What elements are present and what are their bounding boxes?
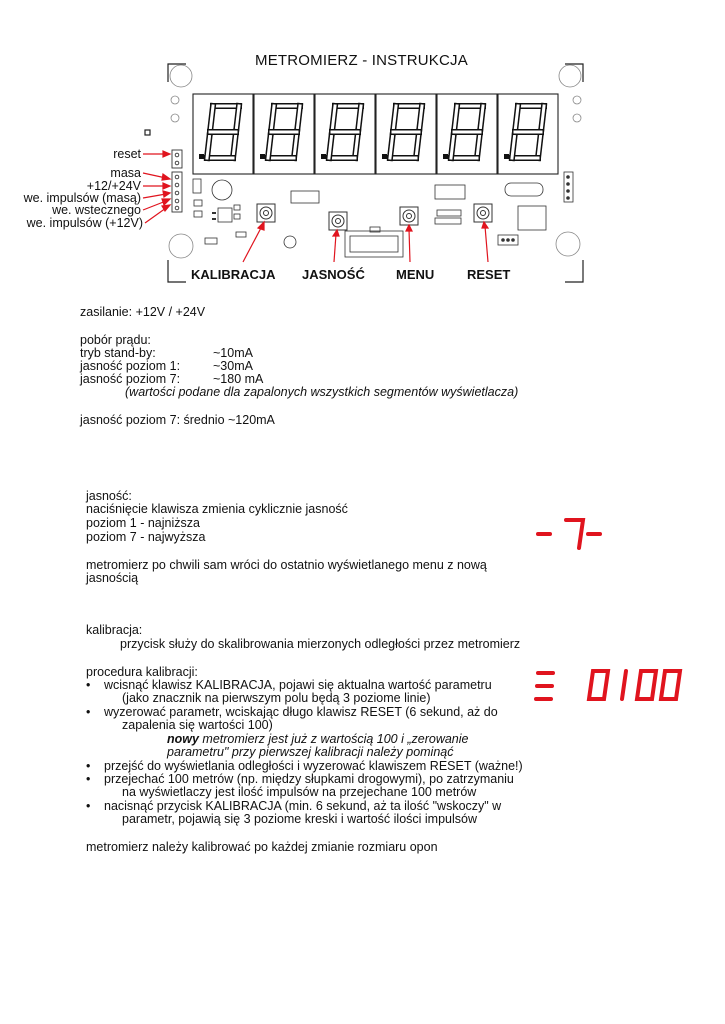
consumption-heading: pobór prądu: <box>80 333 151 347</box>
procedure-step-cont: na wyświetlaczy jest ilość impulsów na przejechane 100 metrów <box>122 785 477 799</box>
label-pulse-ground-pin: we. impulsów (masą) <box>23 191 141 205</box>
power-supply: zasilanie: +12V / +24V <box>80 305 206 319</box>
label-menu-button: MENU <box>396 267 435 282</box>
label-calibration-button: KALIBRACJA <box>191 267 276 282</box>
brightness-heading: jasność: <box>86 489 132 503</box>
bullet-icon: • <box>86 705 91 719</box>
brightness-return-line: metromierz po chwili sam wróci do ostatnio wyświetlanego menu z nową <box>86 558 487 572</box>
calibration-note-line2: parametru" przy pierwszej kalibracji należy pominąć <box>167 745 454 759</box>
calibration-display-example <box>536 671 680 699</box>
procedure-step: nacisnąć przycisk KALIBRACJA (min. 6 sekund, aż ta ilość "wskoczy" w <box>104 799 502 813</box>
bullet-icon: • <box>86 799 91 813</box>
consumption-row-label: jasność poziom 1: <box>80 359 181 373</box>
calibration-description: przycisk służy do skalibrowania mierzonych odległości przez metromierz <box>120 637 521 651</box>
average-consumption: jasność poziom 7: średnio ~120mA <box>80 413 275 427</box>
pcb-board-diagram <box>0 0 725 300</box>
page-title: METROMIERZ - INSTRUKCJA <box>255 52 468 69</box>
calibration-final-note: metromierz należy kalibrować po każdej zmianie rozmiaru opon <box>86 840 438 854</box>
bullet-icon: • <box>86 759 91 773</box>
label-reset-button: RESET <box>467 267 511 282</box>
procedure-step-cont: (jako znacznik na pierwszym polu będą 3 poziome linie) <box>122 691 431 705</box>
display-digit-module <box>437 94 497 174</box>
consumption-row-value: ~30mA <box>213 359 253 373</box>
brightness-display-example <box>538 520 600 548</box>
label-pulse-12v-pin: we. impulsów (+12V) <box>26 216 143 230</box>
procedure-step: wcisnąć klawisz KALIBRACJA, pojawi się aktualna wartość parametru <box>104 678 492 692</box>
brightness-line: poziom 7 - najwyższa <box>86 530 206 544</box>
label-reset-pin: reset <box>113 147 141 161</box>
label-power-pin: +12/+24V <box>86 179 141 193</box>
label-reverse-pin: we. wstecznego <box>52 203 141 217</box>
consumption-row-value: ~10mA <box>213 346 253 360</box>
procedure-step-cont: parametr, pojawią się 3 poziome kreski i wartość ilości impulsów <box>122 812 477 826</box>
note-rest: metromierz jest już z wartością 100 i „zerowanie <box>198 732 469 746</box>
display-digit-module <box>254 94 314 174</box>
procedure-step: przejechać 100 metrów (np. między słupkami drogowymi), po zatrzymaniu <box>104 772 514 786</box>
consumption-row-label: tryb stand-by: <box>80 346 156 360</box>
display-digit-module <box>376 94 436 174</box>
brightness-line: naciśnięcie klawisza zmienia cyklicznie jasność <box>86 502 348 516</box>
note-bold-word: nowy <box>167 732 199 746</box>
brightness-return-line: jasnością <box>86 571 139 585</box>
brightness-line: poziom 1 - najniższa <box>86 516 200 530</box>
procedure-step: przejść do wyświetlania odległości i wyzerować klawiszem RESET (ważne!) <box>104 759 523 773</box>
procedure-step-cont: zapalenia się wartości 100) <box>122 718 273 732</box>
display-digit-module <box>193 94 253 174</box>
display-digit-module <box>498 94 558 174</box>
bullet-icon: • <box>86 772 91 786</box>
calibration-note-line1 <box>167 732 469 746</box>
label-brightness-button: JASNOŚĆ <box>302 267 365 282</box>
calibration-heading: kalibracja: <box>86 623 143 637</box>
bullet-icon: • <box>86 678 91 692</box>
consumption-note: (wartości podane dla zapalonych wszystkich segmentów wyświetlacza) <box>125 385 519 399</box>
procedure-step: wyzerować parametr, wciskając długo klawisz RESET (6 sekund, aż do <box>104 705 498 719</box>
procedure-heading: procedura kalibracji: <box>86 665 198 679</box>
label-ground-pin: masa <box>110 166 141 180</box>
display-digit-module <box>315 94 375 174</box>
consumption-row-label: jasność poziom 7: <box>80 372 181 386</box>
consumption-row-value: ~180 mA <box>213 372 264 386</box>
